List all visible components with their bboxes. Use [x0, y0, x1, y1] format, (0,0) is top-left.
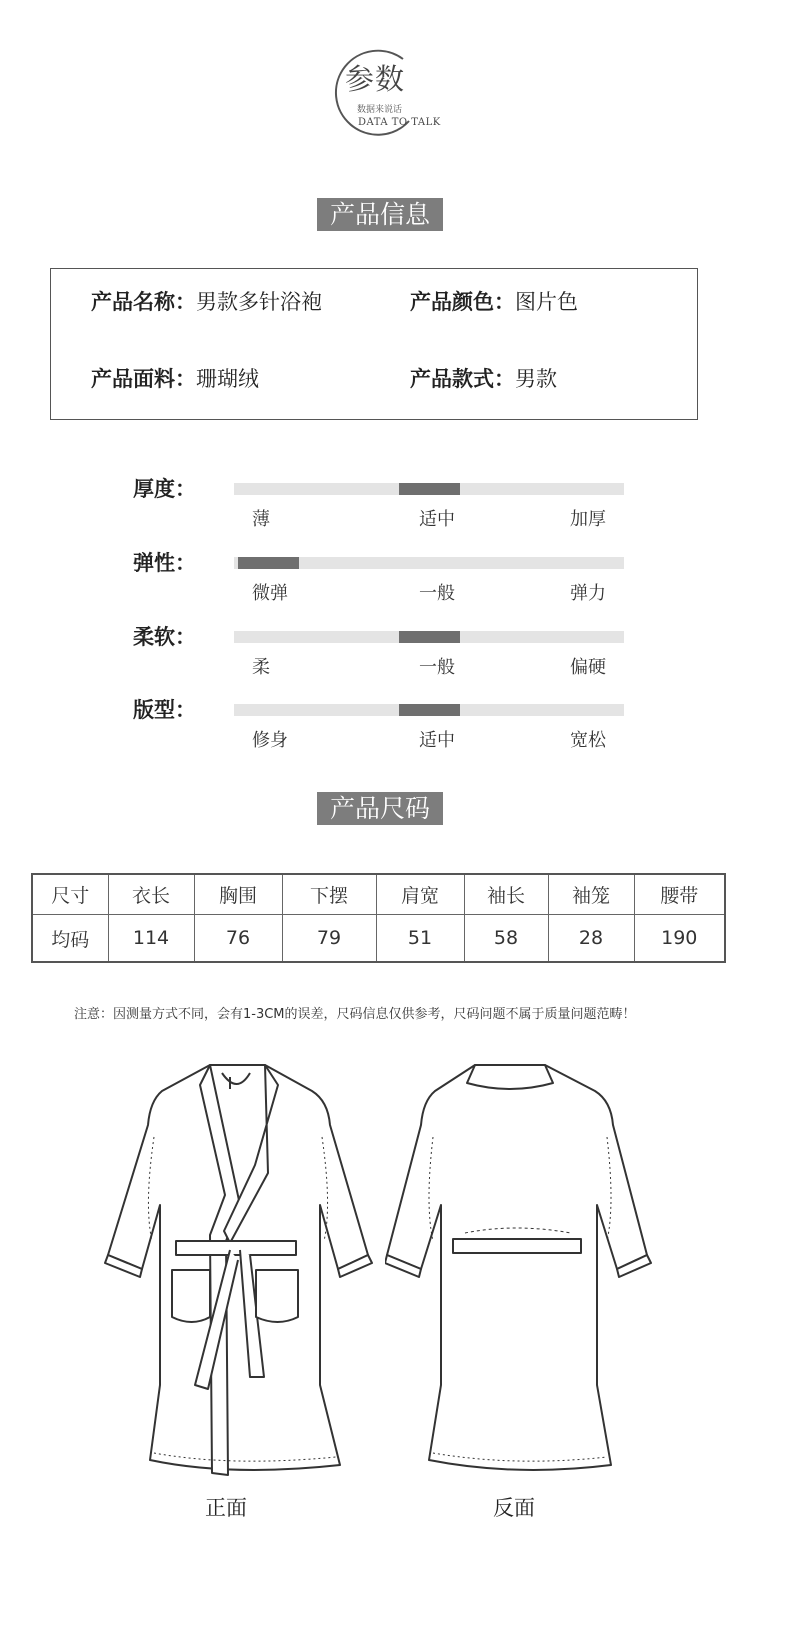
section-heading-size: 产品尺码	[317, 792, 443, 825]
logo-english: DATA TO TALK	[358, 117, 441, 128]
scale-label: 厚度：	[133, 477, 196, 501]
brand-logo	[331, 47, 441, 139]
scale-track	[234, 557, 624, 569]
scale-tick-high: 偏硬	[570, 657, 606, 678]
size-table	[31, 873, 726, 963]
table-header-cell: 肩宽	[376, 874, 464, 915]
table-header-cell: 腰带	[634, 874, 725, 915]
scale-elasticity	[0, 547, 790, 617]
table-header-cell: 衣长	[108, 874, 194, 915]
product-info-box	[50, 268, 698, 420]
scale-fill	[399, 704, 460, 716]
robe-back-illustration	[385, 1055, 655, 1480]
logo-subtitle: 数据来说话	[357, 105, 403, 115]
logo-title: 参数	[345, 62, 406, 96]
robe-front-illustration	[100, 1055, 375, 1480]
scale-fill	[399, 483, 460, 495]
scale-tick-mid: 适中	[419, 730, 455, 751]
scale-track	[234, 631, 624, 643]
scale-label: 弹性：	[133, 551, 196, 575]
info-key: 产品颜色：	[410, 290, 515, 314]
table-header-cell: 下摆	[282, 874, 376, 915]
info-value: 珊瑚绒	[196, 367, 259, 391]
info-key: 产品面料：	[91, 367, 196, 391]
info-key: 产品名称：	[91, 290, 196, 314]
table-cell: 76	[194, 915, 282, 963]
table-cell: 均码	[32, 915, 108, 963]
scale-tick-low: 修身	[252, 730, 288, 751]
table-row	[32, 915, 725, 963]
info-value: 图片色	[515, 290, 578, 314]
scale-tick-low: 微弹	[252, 583, 288, 604]
table-header-cell: 尺寸	[32, 874, 108, 915]
scale-track	[234, 704, 624, 716]
scale-tick-mid: 适中	[419, 509, 455, 530]
info-value: 男款多针浴袍	[196, 290, 322, 314]
info-value: 男款	[515, 367, 557, 391]
scale-thickness	[0, 473, 790, 543]
scale-track	[234, 483, 624, 495]
measurement-note: 注意：因测量方式不同，会有1-3CM的误差，尺码信息仅供参考，尺码问题不属于质量问题范畴！	[74, 1007, 636, 1022]
section-heading-info: 产品信息	[317, 198, 443, 231]
info-key: 产品款式：	[410, 367, 515, 391]
scale-softness	[0, 621, 790, 691]
scale-fill	[238, 557, 299, 569]
info-item-color	[410, 286, 578, 316]
table-cell: 114	[108, 915, 194, 963]
scale-tick-high: 弹力	[570, 583, 606, 604]
table-header-row	[32, 874, 725, 915]
scale-fit	[0, 694, 790, 764]
table-header-cell: 袖笼	[548, 874, 634, 915]
scale-tick-mid: 一般	[419, 583, 455, 604]
scale-label: 版型：	[133, 698, 196, 722]
table-cell: 28	[548, 915, 634, 963]
table-header-cell: 胸围	[194, 874, 282, 915]
table-cell: 79	[282, 915, 376, 963]
table-cell: 51	[376, 915, 464, 963]
robe-front-label: 正面	[205, 1496, 247, 1520]
scale-fill	[399, 631, 460, 643]
scale-tick-low: 薄	[252, 509, 270, 530]
scale-tick-mid: 一般	[419, 657, 455, 678]
scale-tick-high: 加厚	[570, 509, 606, 530]
robe-back-label: 反面	[493, 1496, 535, 1520]
info-item-fabric	[91, 363, 259, 393]
table-cell: 190	[634, 915, 725, 963]
table-header-cell: 袖长	[464, 874, 548, 915]
scale-tick-low: 柔	[252, 657, 270, 678]
table-cell: 58	[464, 915, 548, 963]
scale-label: 柔软：	[133, 625, 196, 649]
info-item-name	[91, 286, 322, 316]
info-item-style	[410, 363, 557, 393]
scale-tick-high: 宽松	[570, 730, 606, 751]
